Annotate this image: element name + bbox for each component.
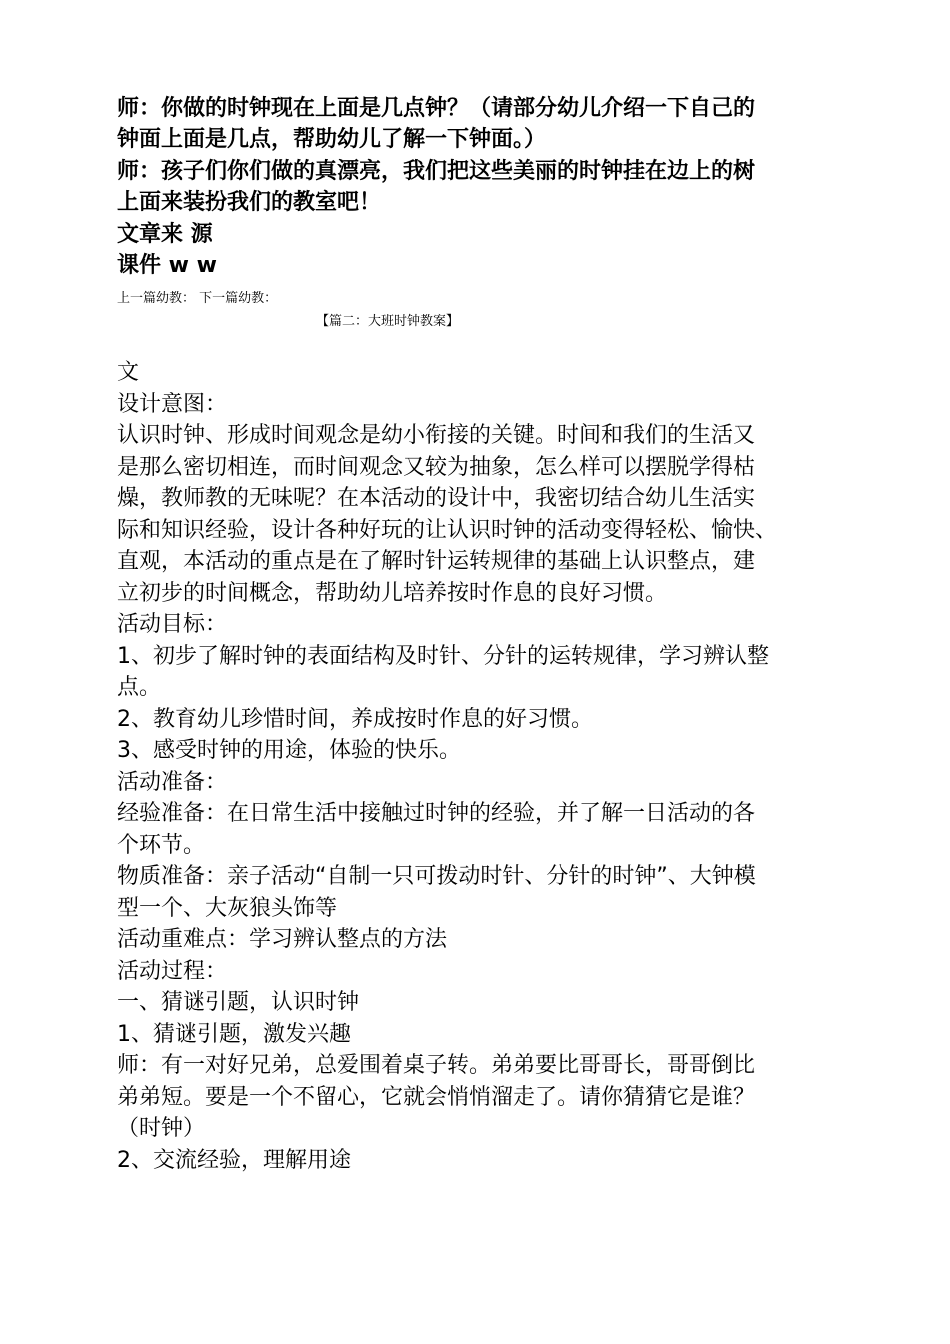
text-line: 师：孩子们你们做的真漂亮，我们把这些美丽的时钟挂在边上的树 xyxy=(117,159,756,184)
heading-process: 活动过程： xyxy=(117,959,228,984)
text-line: 直观，本活动的重点是在了解时针运转规律的基础上认识整点，建 xyxy=(117,549,756,574)
text-line: 经验准备：在日常生活中接触过时钟的经验，并了解一日活动的各 xyxy=(117,801,756,826)
text-line: 2、教育幼儿珍惜时间，养成按时作息的好习惯。 xyxy=(117,707,593,732)
text-line: 3、感受时钟的用途，体验的快乐。 xyxy=(117,738,461,763)
text-line: 钟面上面是几点，帮助幼儿了解一下钟面。） xyxy=(117,127,547,152)
text-line: 师：你做的时钟现在上面是几点钟？（请部分幼儿介绍一下自己的 xyxy=(117,96,756,121)
text-line: 燥，教师教的无味呢？在本活动的设计中，我密切结合幼儿生活实 xyxy=(117,486,756,511)
text-line: 个环节。 xyxy=(117,833,206,858)
prev-next-nav: 上一篇幼教： 下一篇幼教： xyxy=(117,291,278,306)
text-line: 认识时钟、形成时间观念是幼小衔接的关键。时间和我们的生活又 xyxy=(117,423,756,448)
text-line: 1、初步了解时钟的表面结构及时针、分针的运转规律，学习辨认整 xyxy=(117,644,769,669)
text-line: （时钟） xyxy=(117,1116,206,1141)
text-line: 型一个、大灰狼头饰等 xyxy=(117,896,338,921)
heading-objectives: 活动目标： xyxy=(117,612,228,637)
heading-key-points: 活动重难点：学习辨认整点的方法 xyxy=(117,927,448,952)
text-line: 弟弟短。要是一个不留心，它就会悄悄溜走了。请你猜猜它是谁？ xyxy=(117,1085,756,1110)
text-line: 上面来装扮我们的教室吧！ xyxy=(117,190,382,215)
heading-preparation: 活动准备： xyxy=(117,770,228,795)
source-label: 文章来 源 xyxy=(117,222,213,247)
text-line: 文 xyxy=(117,360,140,385)
text-line: 2、交流经验，理解用途 xyxy=(117,1148,351,1173)
courseware-label: 课件 w w xyxy=(117,253,217,278)
text-line: 立初步的时间概念，帮助幼儿培养按时作息的良好习惯。 xyxy=(117,581,668,606)
section-title: 【篇二：大班时钟教案】 xyxy=(316,314,460,329)
text-line: 物质准备：亲子活动“自制一只可拨动时针、分针的时钟”、大钟模 xyxy=(117,864,756,889)
text-line: 点。 xyxy=(117,675,162,700)
heading-design-intent: 设计意图： xyxy=(117,392,228,417)
text-line: 是那么密切相连，而时间观念又较为抽象，怎么样可以摆脱学得枯 xyxy=(117,455,756,480)
text-line: 1、猜谜引题，激发兴趣 xyxy=(117,1022,351,1047)
text-line: 师：有一对好兄弟，总爱围着桌子转。弟弟要比哥哥长，哥哥倒比 xyxy=(117,1053,756,1078)
text-line: 一、猜谜引题，认识时钟 xyxy=(117,990,360,1015)
text-line: 际和知识经验，设计各种好玩的让认识时钟的活动变得轻松、愉快、 xyxy=(117,518,778,543)
